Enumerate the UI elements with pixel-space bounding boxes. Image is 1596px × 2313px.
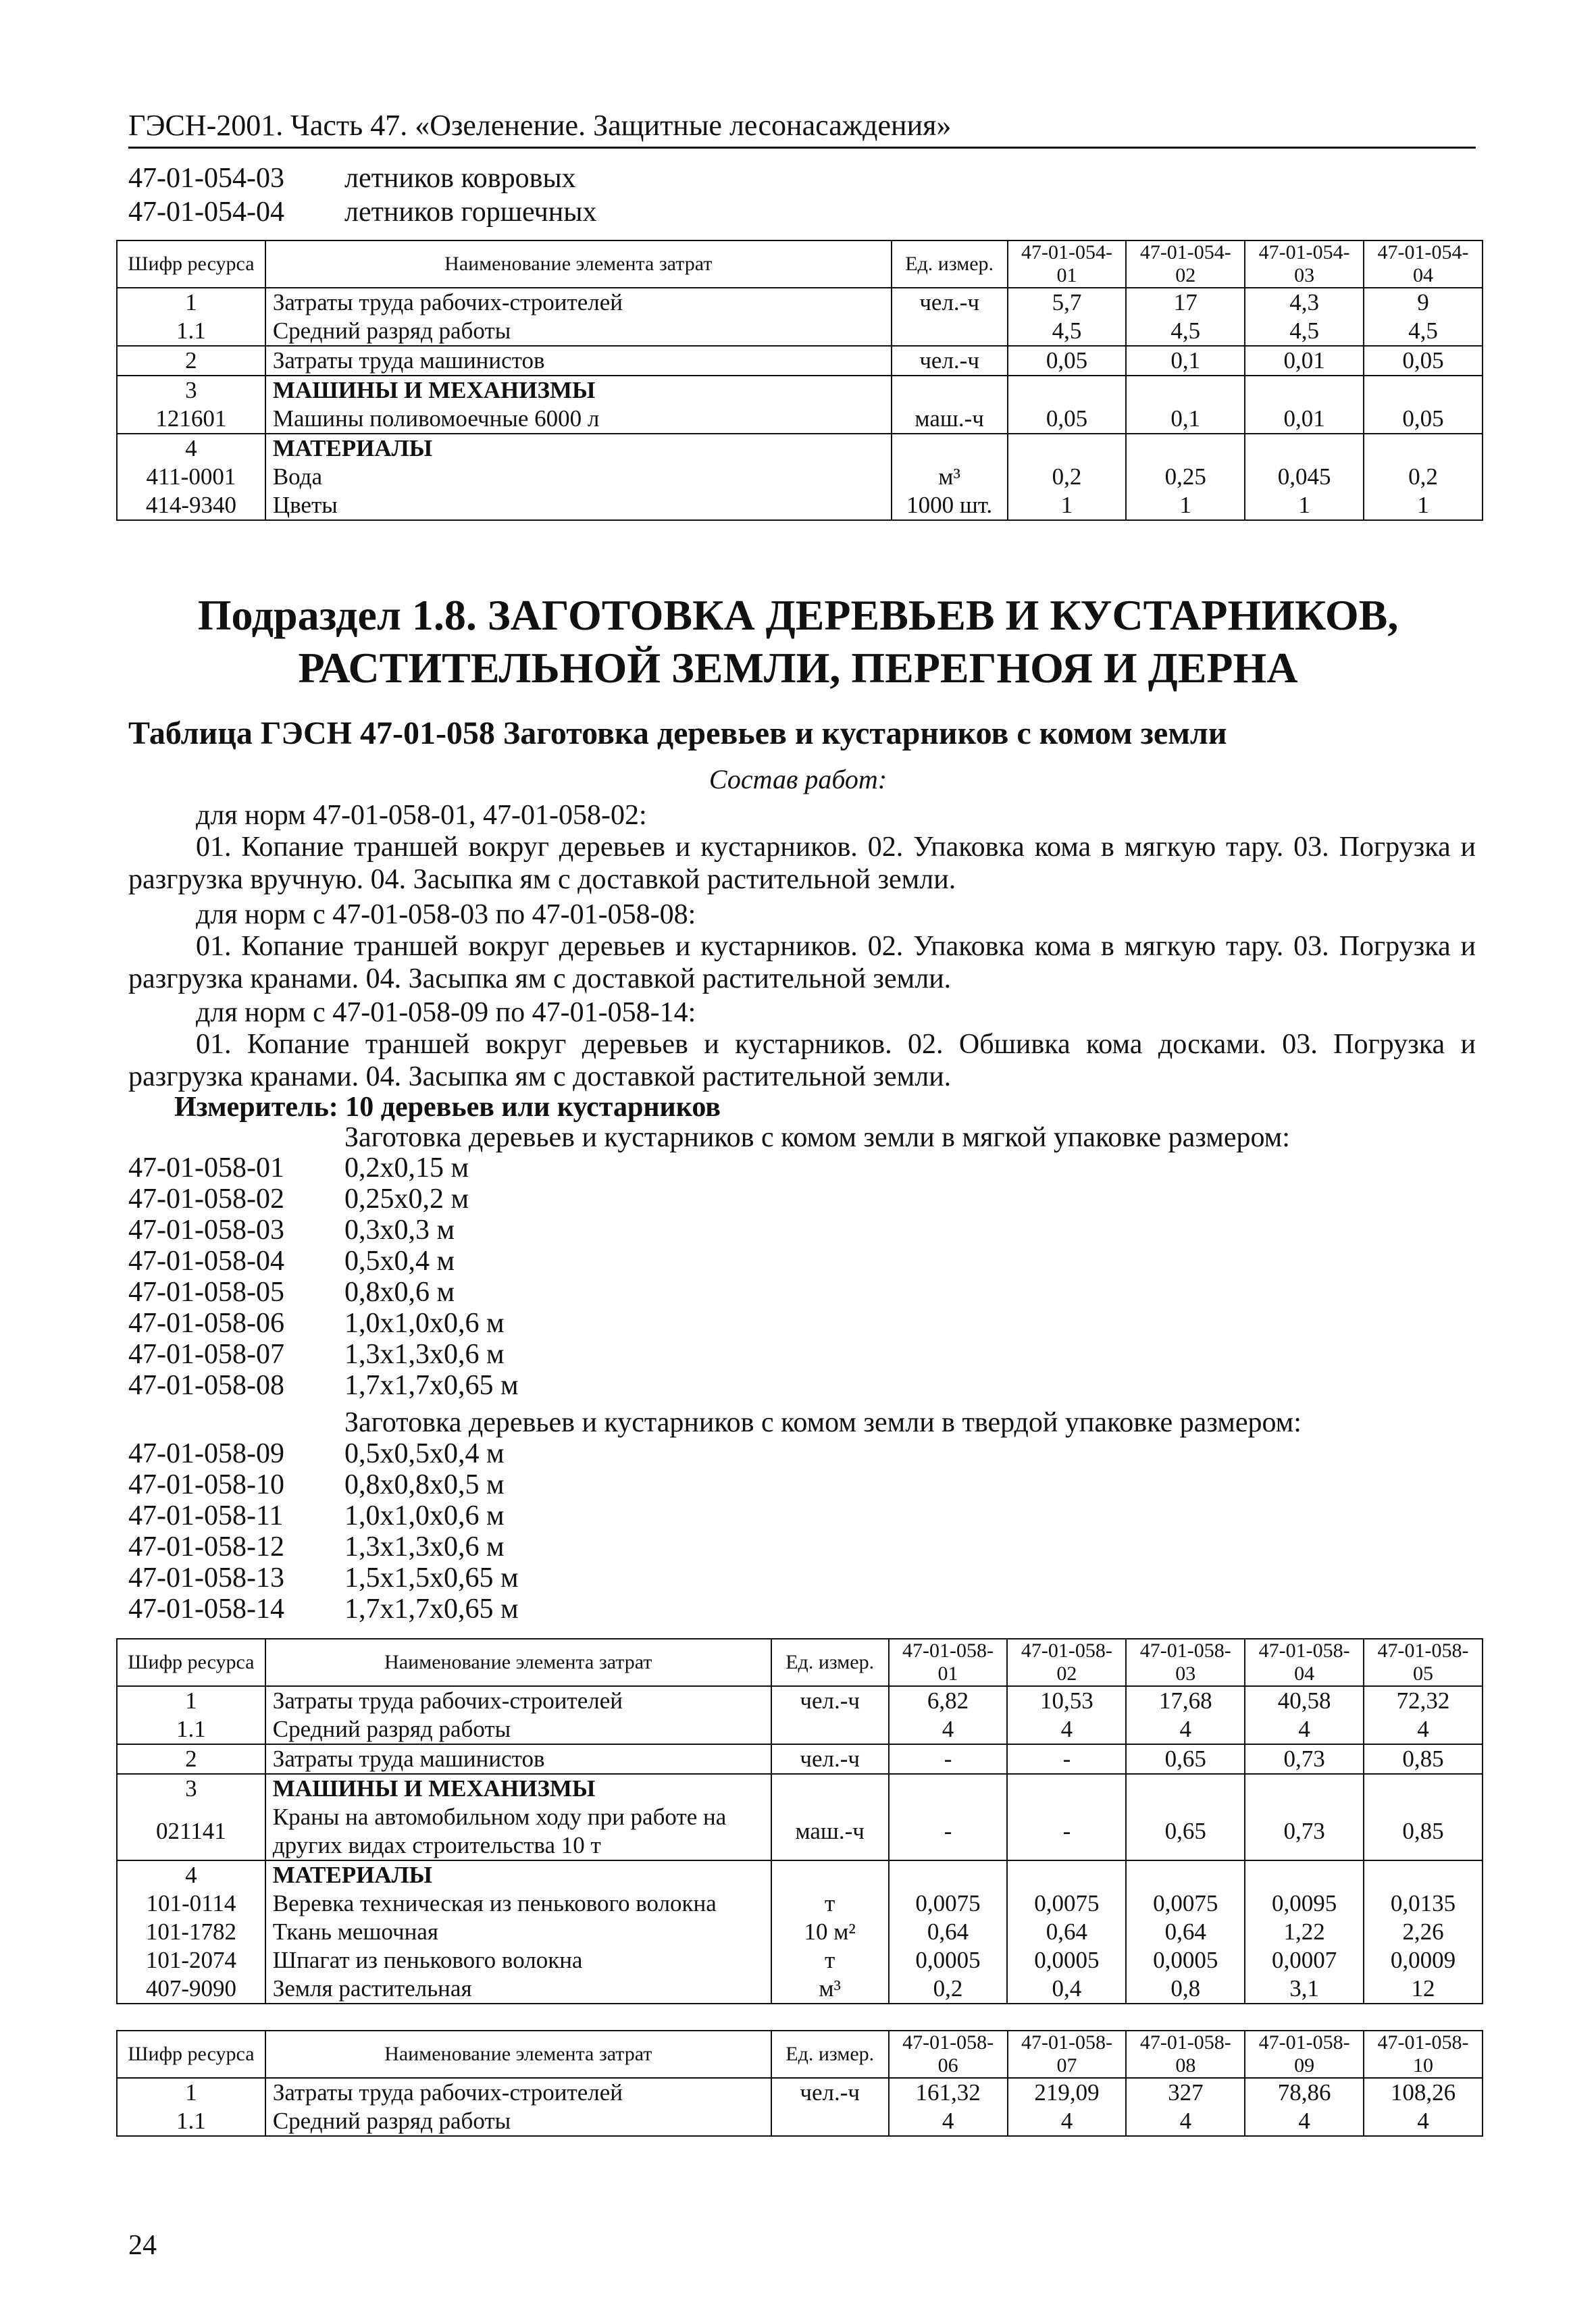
- cell-value: 0,05: [1008, 346, 1127, 376]
- table-row: [117, 1774, 1483, 1803]
- cell-value: 4: [1364, 1715, 1483, 1744]
- cell-unit: м³: [892, 463, 1008, 491]
- col-header-name: Наименование элемента затрат: [265, 240, 892, 288]
- col-header-norm: 47-01-058-01: [889, 1639, 1008, 1686]
- cell-name: Затраты труда рабочих-строителей: [265, 288, 892, 317]
- norm-code: 47-01-058-10: [128, 1469, 284, 1500]
- table-row: [117, 1946, 1483, 1975]
- cell-value: 4,5: [1245, 317, 1364, 346]
- cell-value: 2,26: [1364, 1918, 1483, 1946]
- cell-value: [1008, 434, 1127, 463]
- cell-value: 0,0005: [1007, 1946, 1126, 1975]
- cell-code: 411-0001: [117, 463, 265, 491]
- cost-table-058-b: [116, 2030, 1483, 2137]
- cell-value: 4: [1008, 2107, 1127, 2136]
- cell-code: 1.1: [117, 317, 265, 346]
- cell-value: 0,0009: [1364, 1946, 1483, 1975]
- col-header-code: Шифр ресурса: [117, 2031, 265, 2078]
- norm-size: 0,5x0,5x0,4 м: [344, 1438, 505, 1469]
- cell-code: 2: [117, 1744, 265, 1774]
- cell-value: 5,7: [1008, 288, 1127, 317]
- norm-size: 1,5x1,5x0,65 м: [344, 1562, 519, 1594]
- norm-code: 47-01-058-03: [128, 1215, 284, 1246]
- norm-group-text: 01. Копание траншей вокруг деревьев и кустарников. 02. Упаковка кома в мягкую тару. 03. Погрузка и разгрузка вручную. 04. Засыпка ям с доставкой растительной земли.: [128, 832, 1476, 895]
- col-header-norm: 47-01-058-08: [1126, 2031, 1245, 2078]
- cell-unit: [771, 2107, 889, 2136]
- col-header-norm: 47-01-054-03: [1245, 240, 1364, 288]
- cell-name: Затраты труда машинистов: [265, 346, 892, 376]
- cell-code: 407-9090: [117, 1975, 265, 2004]
- norm-code: 47-01-058-13: [128, 1562, 284, 1594]
- cell-value: 0,1: [1126, 405, 1245, 434]
- cell-value: 4: [889, 1715, 1008, 1744]
- cell-code: 1: [117, 1686, 265, 1715]
- cell-value: 17,68: [1126, 1686, 1245, 1715]
- cell-value: 0,0075: [1007, 1889, 1126, 1918]
- col-header-code: Шифр ресурса: [117, 1639, 265, 1686]
- cost-table-054: [116, 240, 1483, 521]
- cell-value: [1007, 1860, 1126, 1889]
- cell-value: 10,53: [1007, 1686, 1126, 1715]
- cell-code: 101-0114: [117, 1889, 265, 1918]
- cell-code: 1: [117, 288, 265, 317]
- table-row: [117, 463, 1483, 491]
- cell-value: 1: [1008, 491, 1127, 520]
- cell-unit: т: [771, 1946, 889, 1975]
- cell-unit: маш.-ч: [892, 405, 1008, 434]
- norm-size: 0,8x0,6 м: [344, 1277, 455, 1308]
- cell-value: [889, 1860, 1008, 1889]
- cell-value: 0,73: [1245, 1744, 1364, 1774]
- cost-table-058-a: [116, 1638, 1483, 2004]
- table-row: [117, 1975, 1483, 2004]
- cell-value: [889, 1774, 1008, 1803]
- col-header-norm: 47-01-058-02: [1007, 1639, 1126, 1686]
- cell-value: 0,2: [1364, 463, 1483, 491]
- cell-name: Веревка техническая из пенькового волокна: [265, 1889, 771, 1918]
- table-title: Таблица ГЭСН 47-01-058 Заготовка деревьев и кустарников с комом земли: [128, 715, 1227, 751]
- cell-value: 78,86: [1245, 2078, 1364, 2107]
- cell-value: 0,05: [1008, 405, 1127, 434]
- top-item-text: летников горшечных: [344, 197, 597, 228]
- cell-code: 4: [117, 434, 265, 463]
- cell-value: 0,85: [1364, 1744, 1483, 1774]
- subsection-title: Подраздел 1.8. ЗАГОТОВКА ДЕРЕВЬЕВ И КУСТАРНИКОВ,: [197, 591, 1399, 639]
- cell-code: 1: [117, 2078, 265, 2107]
- cell-value: 40,58: [1245, 1686, 1364, 1715]
- norm-size: 1,0x1,0x0,6 м: [344, 1500, 505, 1531]
- hard-pack-head: Заготовка деревьев и кустарников с комом земли в твердой упаковке размером:: [344, 1407, 1302, 1438]
- col-header-code: Шифр ресурса: [117, 240, 265, 288]
- cell-code: 021141: [117, 1803, 265, 1860]
- cell-value: 1: [1364, 491, 1483, 520]
- cell-unit: [892, 434, 1008, 463]
- cell-unit: 10 м²: [771, 1918, 889, 1946]
- table-row: [117, 317, 1483, 346]
- cell-name: МАТЕРИАЛЫ: [265, 434, 892, 463]
- cell-value: 4,5: [1126, 317, 1245, 346]
- cell-value: 0,73: [1245, 1803, 1364, 1860]
- cell-value: 0,85: [1364, 1803, 1483, 1860]
- table-row: [117, 2078, 1483, 2107]
- table-row: [117, 1918, 1483, 1946]
- cell-value: 0,01: [1245, 346, 1364, 376]
- cell-unit: [892, 317, 1008, 346]
- top-item-text: летников ковровых: [344, 163, 576, 194]
- norm-code: 47-01-058-05: [128, 1277, 284, 1308]
- cell-value: [1364, 1860, 1483, 1889]
- cell-value: 0,2: [1008, 463, 1127, 491]
- cell-value: 4: [1364, 2107, 1483, 2136]
- cell-value: 0,25: [1126, 463, 1245, 491]
- cell-name: МАШИНЫ И МЕХАНИЗМЫ: [265, 1774, 771, 1803]
- cell-value: 0,2: [889, 1975, 1008, 2004]
- cell-value: [1245, 376, 1364, 405]
- cell-code: 101-2074: [117, 1946, 265, 1975]
- cell-value: 0,01: [1245, 405, 1364, 434]
- cell-value: 0,64: [889, 1918, 1008, 1946]
- cell-value: 1: [1126, 491, 1245, 520]
- norm-code: 47-01-058-09: [128, 1438, 284, 1469]
- cell-code: 101-1782: [117, 1918, 265, 1946]
- cell-name: Затраты труда машинистов: [265, 1744, 771, 1774]
- table-row: [117, 288, 1483, 317]
- norm-size: 0,3x0,3 м: [344, 1215, 455, 1246]
- cell-value: 1: [1245, 491, 1364, 520]
- col-header-norm: 47-01-058-05: [1364, 1639, 1483, 1686]
- table-row: [117, 434, 1483, 463]
- cell-unit: чел.-ч: [771, 2078, 889, 2107]
- cell-value: 0,0005: [1126, 1946, 1245, 1975]
- cell-name: Цветы: [265, 491, 892, 520]
- cell-value: 6,82: [889, 1686, 1008, 1715]
- cell-value: -: [1007, 1803, 1126, 1860]
- col-header-norm: 47-01-054-01: [1008, 240, 1127, 288]
- cell-value: [1007, 1774, 1126, 1803]
- cell-value: 4: [889, 2107, 1008, 2136]
- col-header-norm: 47-01-058-04: [1245, 1639, 1364, 1686]
- cell-value: 12: [1364, 1975, 1483, 2004]
- cell-unit: т: [771, 1889, 889, 1918]
- cell-unit: [892, 376, 1008, 405]
- norm-group-head: для норм 47-01-058-01, 47-01-058-02:: [196, 800, 647, 831]
- norm-code: 47-01-058-08: [128, 1370, 284, 1401]
- cell-value: 0,8: [1126, 1975, 1245, 2004]
- cell-value: 0,65: [1126, 1803, 1245, 1860]
- cell-unit: чел.-ч: [892, 288, 1008, 317]
- cell-value: 0,05: [1364, 346, 1483, 376]
- cell-name: Земля растительная: [265, 1975, 771, 2004]
- cell-code: 1.1: [117, 1715, 265, 1744]
- cell-value: [1126, 1774, 1245, 1803]
- table-row: [117, 405, 1483, 434]
- cell-value: 1,22: [1245, 1918, 1364, 1946]
- cell-name: Затраты труда рабочих-строителей: [265, 2078, 771, 2107]
- cell-value: 4,5: [1364, 317, 1483, 346]
- cell-value: 9: [1364, 288, 1483, 317]
- cell-value: -: [889, 1803, 1008, 1860]
- norm-group-text: 01. Копание траншей вокруг деревьев и кустарников. 02. Обшивка кома досками. 03. Погрузка и разгрузка кранами. 04. Засыпка ям с доставкой растительной земли.: [128, 1029, 1476, 1092]
- norm-code: 47-01-058-07: [128, 1339, 284, 1370]
- running-header: ГЭСН-2001. Часть 47. «Озеленение. Защитные лесонасаждения»: [128, 108, 1476, 149]
- soft-pack-head: Заготовка деревьев и кустарников с комом земли в мягкой упаковке размером:: [344, 1122, 1290, 1153]
- norm-group-text: 01. Копание траншей вокруг деревьев и кустарников. 02. Упаковка кома в мягкую тару. 03. Погрузка и разгрузка кранами. 04. Засыпка ям с доставкой растительной земли.: [128, 931, 1476, 994]
- cell-value: 17: [1126, 288, 1245, 317]
- col-header-unit: Ед. измер.: [771, 1639, 889, 1686]
- cell-value: 0,0075: [1126, 1889, 1245, 1918]
- norm-size: 0,25x0,2 м: [344, 1184, 469, 1215]
- cell-value: 72,32: [1364, 1686, 1483, 1715]
- table-row: [117, 2107, 1483, 2136]
- cell-name: Вода: [265, 463, 892, 491]
- cell-value: [1364, 1774, 1483, 1803]
- col-header-norm: 47-01-058-03: [1126, 1639, 1245, 1686]
- cell-name: Краны на автомобильном ходу при работе на других видах строительства 10 т: [265, 1803, 771, 1860]
- cell-name: МАШИНЫ И МЕХАНИЗМЫ: [265, 376, 892, 405]
- cell-unit: [771, 1715, 889, 1744]
- table-row: [117, 1715, 1483, 1744]
- norm-size: 1,3x1,3x0,6 м: [344, 1339, 505, 1370]
- cell-value: 0,0005: [889, 1946, 1008, 1975]
- cell-value: [1364, 376, 1483, 405]
- cell-name: Затраты труда рабочих-строителей: [265, 1686, 771, 1715]
- cell-name: Машины поливомоечные 6000 л: [265, 405, 892, 434]
- cell-unit: [771, 1860, 889, 1889]
- table-row: [117, 1889, 1483, 1918]
- cell-value: 4,3: [1245, 288, 1364, 317]
- norm-size: 0,8x0,8x0,5 м: [344, 1469, 505, 1500]
- cell-unit: чел.-ч: [771, 1744, 889, 1774]
- norm-code: 47-01-058-12: [128, 1531, 284, 1562]
- col-header-unit: Ед. измер.: [892, 240, 1008, 288]
- col-header-norm: 47-01-054-02: [1126, 240, 1245, 288]
- table-row: [117, 1744, 1483, 1774]
- cell-value: 0,4: [1007, 1975, 1126, 2004]
- cell-value: 0,64: [1126, 1918, 1245, 1946]
- cell-value: [1245, 1774, 1364, 1803]
- col-header-name: Наименование элемента затрат: [265, 2031, 771, 2078]
- col-header-name: Наименование элемента затрат: [265, 1639, 771, 1686]
- cell-value: 0,0007: [1245, 1946, 1364, 1975]
- cell-code: 414-9340: [117, 491, 265, 520]
- cell-unit: чел.-ч: [771, 1686, 889, 1715]
- cell-name: Средний разряд работы: [265, 1715, 771, 1744]
- cell-code: 4: [117, 1860, 265, 1889]
- cell-unit: чел.-ч: [892, 346, 1008, 376]
- cell-value: [1008, 376, 1127, 405]
- norm-code: 47-01-058-11: [128, 1500, 284, 1531]
- norm-size: 0,2x0,15 м: [344, 1152, 469, 1184]
- col-header-norm: 47-01-058-10: [1364, 2031, 1483, 2078]
- table-row: [117, 491, 1483, 520]
- cell-name: Средний разряд работы: [265, 2107, 771, 2136]
- cell-value: 4: [1126, 1715, 1245, 1744]
- norm-size: 1,7x1,7x0,65 м: [344, 1594, 519, 1625]
- cell-value: 0,1: [1126, 346, 1245, 376]
- cell-value: 0,0135: [1364, 1889, 1483, 1918]
- norm-size: 0,5x0,4 м: [344, 1246, 455, 1277]
- cell-value: [1126, 434, 1245, 463]
- col-header-norm: 47-01-058-09: [1245, 2031, 1364, 2078]
- subsection-title: РАСТИТЕЛЬНОЙ ЗЕМЛИ, ПЕРЕГНОЯ И ДЕРНА: [298, 644, 1298, 692]
- cell-value: 161,32: [889, 2078, 1008, 2107]
- norm-code: 47-01-058-04: [128, 1246, 284, 1277]
- table-row: [117, 346, 1483, 376]
- table-row: [117, 1686, 1483, 1715]
- cell-value: 4: [1007, 1715, 1126, 1744]
- norm-size: 1,0x1,0x0,6 м: [344, 1308, 505, 1339]
- cell-value: [1364, 434, 1483, 463]
- col-header-norm: 47-01-054-04: [1364, 240, 1483, 288]
- cell-value: 4: [1245, 2107, 1364, 2136]
- cell-code: 1.1: [117, 2107, 265, 2136]
- cell-value: 4: [1126, 2107, 1245, 2136]
- norm-group-head: для норм с 47-01-058-03 по 47-01-058-08:: [196, 899, 696, 930]
- cell-code: 3: [117, 376, 265, 405]
- norm-code: 47-01-058-06: [128, 1308, 284, 1339]
- cell-name: МАТЕРИАЛЫ: [265, 1860, 771, 1889]
- cell-code: 3: [117, 1774, 265, 1803]
- norm-size: 1,3x1,3x0,6 м: [344, 1531, 505, 1562]
- col-header-norm: 47-01-058-07: [1008, 2031, 1127, 2078]
- cell-value: 327: [1126, 2078, 1245, 2107]
- cell-name: Средний разряд работы: [265, 317, 892, 346]
- norm-size: 1,7x1,7x0,65 м: [344, 1370, 519, 1401]
- table-row: [117, 1803, 1483, 1860]
- cell-unit: маш.-ч: [771, 1803, 889, 1860]
- table-row: [117, 1860, 1483, 1889]
- norm-group-head: для норм с 47-01-058-09 по 47-01-058-14:: [196, 997, 696, 1028]
- cell-name: Ткань мешочная: [265, 1918, 771, 1946]
- col-header-norm: 47-01-058-06: [889, 2031, 1008, 2078]
- cell-value: [1126, 376, 1245, 405]
- cell-value: [1126, 1860, 1245, 1889]
- cell-value: 108,26: [1364, 2078, 1483, 2107]
- cell-unit: [771, 1774, 889, 1803]
- cell-code: 2: [117, 346, 265, 376]
- sostav-label: Состав работ:: [709, 764, 887, 794]
- cell-value: -: [889, 1744, 1008, 1774]
- norm-code: 47-01-058-01: [128, 1152, 284, 1184]
- norm-code: 47-01-058-14: [128, 1594, 284, 1625]
- cell-value: 0,045: [1245, 463, 1364, 491]
- cell-value: 0,64: [1007, 1918, 1126, 1946]
- top-item-code: 47-01-054-04: [128, 197, 284, 228]
- table-row: [117, 376, 1483, 405]
- measure-unit: Измеритель: 10 деревьев или кустарников: [174, 1092, 721, 1123]
- norm-code: 47-01-058-02: [128, 1184, 284, 1215]
- cell-unit: м³: [771, 1975, 889, 2004]
- cell-value: [1245, 434, 1364, 463]
- cell-value: 0,0075: [889, 1889, 1008, 1918]
- cell-value: 3,1: [1245, 1975, 1364, 2004]
- cell-value: 219,09: [1008, 2078, 1127, 2107]
- col-header-unit: Ед. измер.: [771, 2031, 889, 2078]
- cell-value: -: [1007, 1744, 1126, 1774]
- top-item-code: 47-01-054-03: [128, 163, 284, 194]
- cell-unit: 1000 шт.: [892, 491, 1008, 520]
- cell-name: Шпагат из пенькового волокна: [265, 1946, 771, 1975]
- cell-value: 0,05: [1364, 405, 1483, 434]
- cell-value: 0,0095: [1245, 1889, 1364, 1918]
- cell-value: 4: [1245, 1715, 1364, 1744]
- cell-value: 0,65: [1126, 1744, 1245, 1774]
- cell-value: 4,5: [1008, 317, 1127, 346]
- page-number: 24: [128, 2230, 157, 2261]
- cell-value: [1245, 1860, 1364, 1889]
- cell-code: 121601: [117, 405, 265, 434]
